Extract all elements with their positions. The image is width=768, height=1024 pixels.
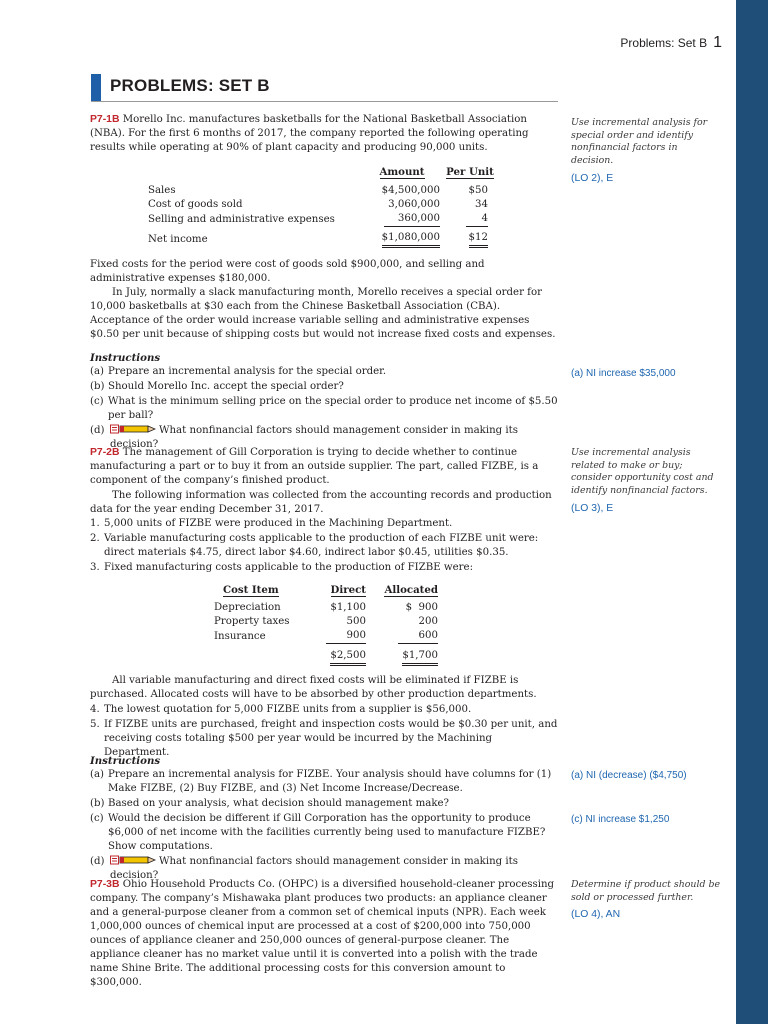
item-label: (d) [90, 425, 105, 436]
running-head-title: Problems: Set B [620, 36, 708, 50]
item-text: Variable manufacturing costs applicable to the production of each FIZBE unit were: direct materials $4.75, direct labor $4.60, indirect labor $0.45, utilities $0.35. [104, 533, 539, 558]
item-label: 3. [90, 562, 100, 573]
p71b-intro-text: Morello Inc. manufactures basketballs for the National Basketball Association (NBA). For the first 6 months of 2017, the company reported the following operating results while operating at 90% of plant capacity and producing 90,000 units. [90, 114, 529, 153]
item-label: 2. [90, 533, 100, 544]
item-label: (b) [90, 381, 105, 392]
item-text: If FIZBE units are purchased, freight and inspection costs would be $0.30 per unit, and receiving costs totaling $500 per year would be incurred by the Machining Department. [104, 719, 558, 758]
row-per-unit: $50 [468, 185, 488, 196]
item-label: (a) [90, 366, 105, 377]
row-allocated: $ 900 [405, 602, 438, 613]
p73b-margin-note: Determine if product should be sold or processed further. [571, 879, 720, 903]
row-item: Depreciation [214, 602, 281, 613]
section-divider [91, 101, 558, 102]
item-label: 1. [90, 518, 100, 529]
table-row-total [214, 649, 438, 666]
p73b-intro-text: Ohio Household Products Co. (OHPC) is a diversified household-cleaner processing company. The company’s Mishawaka plant produces two products: an appliance cleaner and a general-purpose cleaner from a common set of chemical inputs (NPR). Each week 1,000,000 ounces of chemical input are processed at a cost of $200,000 into 750,000 ounces of appliance cleaner and 250,000 ounces of general-purpose cleaner. The appliance cleaner has no market value until it is converted into a polish with the trade name Shine Brite. The additional processing costs for this conversion amount to $300,000. [90, 879, 555, 988]
p71b-col-per-unit: Per Unit [446, 166, 494, 178]
row-per-unit: 4 [466, 212, 488, 227]
table-row [148, 184, 500, 198]
row-amount: 3,060,000 [388, 199, 440, 210]
p71b-intro [90, 113, 558, 155]
item-label: (c) [90, 396, 104, 407]
p71b-para3: In July, normally a slack manufacturing month, Morello receives a special order for 10,000 basketballs at $30 each from the Chinese Basketball Association (CBA). Acceptance of the order would increase variable selling and administrative expenses $0.50 per unit because of shipping costs but would not increase fixed costs and expenses. [90, 287, 556, 340]
p72b-instructions-heading: Instructions [90, 755, 161, 767]
row-label: Net income [148, 233, 208, 245]
p72b-instruction-c [90, 812, 558, 854]
p71b-instruction-b [90, 380, 558, 394]
row-label: Selling and administrative expenses [148, 213, 335, 225]
p72b-margin-note: Use incremental analysis related to make or buy; consider opportunity cost and identify nonfinancial factors. [571, 447, 714, 496]
p72b-col-allocated: Allocated [384, 584, 438, 596]
p72b-item-4 [90, 703, 558, 717]
table-row [148, 198, 500, 212]
item-text: Prepare an incremental analysis for FIZBE. Your analysis should have columns for (1) Make FIZBE, (2) Buy FIZBE, and (3) Net Income Increase/Decrease. [108, 769, 552, 794]
section-marker [91, 74, 101, 101]
p72b-item-2 [90, 532, 558, 560]
item-text: The lowest quotation for 5,000 FIZBE units from a supplier is $56,000. [104, 704, 472, 715]
item-text: What nonfinancial factors should management consider in making its decision? [110, 856, 519, 881]
p72b-answer-a: (a) NI (decrease) ($4,750) [571, 770, 687, 781]
row-amount: 360,000 [384, 212, 440, 227]
row-item: Property taxes [214, 616, 290, 627]
p72b-col-cost-item: Cost Item [223, 584, 279, 596]
item-text: Prepare an incremental analysis for the special order. [108, 366, 387, 377]
p72b-learning-objective: (LO 3), E [571, 503, 614, 514]
p71b-answer-a: (a) NI increase $35,000 [571, 368, 676, 379]
item-text: What nonfinancial factors should management consider in making its decision? [110, 425, 519, 450]
item-text: Should Morello Inc. accept the special order? [108, 381, 344, 392]
item-text: What is the minimum selling price on the special order to produce net income of $5.50 per ball? [108, 396, 558, 421]
decision-pencil-icon [110, 855, 156, 865]
p72b-intro-text: The management of Gill Corporation is trying to decide whether to continue manufacturing a part or to buy it from an outside supplier. The part, called FIZBE, is a component of the company’s finished product. [90, 447, 539, 486]
row-per-unit: 34 [475, 199, 488, 210]
p72b-id: P7-2B [90, 447, 120, 458]
page-number: 1 [713, 34, 722, 51]
p73b-intro [90, 878, 558, 990]
row-allocated: 600 [398, 629, 438, 644]
item-text: Would the decision be different if Gill Corporation has the opportunity to produce $6,000 of net income with the facilities currently being used to manufacture FIZBE? Show computations. [108, 813, 546, 852]
p73b-learning-objective: (LO 4), AN [571, 909, 621, 920]
table-row [214, 629, 438, 644]
p71b-instruction-c [90, 395, 558, 423]
item-label: (c) [90, 813, 104, 824]
p72b-para3: All variable manufacturing and direct fixed costs will be eliminated if FIZBE is purchased. Allocated costs will have to be absorbed by other production departments. [90, 675, 537, 700]
p72b-answer-c: (c) NI increase $1,250 [571, 814, 670, 825]
p72b-item-5 [90, 718, 558, 760]
section-title: PROBLEMS: SET B [110, 76, 270, 95]
p71b-instruction-a [90, 365, 558, 379]
row-item: Insurance [214, 630, 266, 642]
p72b-col-direct: Direct [330, 584, 366, 596]
p72b-item-1 [90, 517, 558, 531]
p72b-para2: The following information was collected from the accounting records and production data for the year ending December 31, 2017. [90, 490, 552, 515]
p73b-id: P7-3B [90, 879, 120, 890]
item-label: (b) [90, 798, 105, 809]
row-label: Sales [148, 185, 176, 196]
p71b-id: P7-1B [90, 114, 120, 125]
p71b-margin-note: Use incremental analysis for special order and identify nonfinancial factors in decision. [571, 117, 708, 166]
row-allocated: 200 [418, 616, 438, 627]
p72b-instruction-a [90, 768, 558, 796]
table-row [214, 615, 438, 629]
p72b-fixed-cost-table [214, 583, 438, 666]
table-row [214, 601, 438, 615]
row-label: Cost of goods sold [148, 199, 243, 210]
p72b-item-3 [90, 561, 558, 575]
p72b-intro [90, 446, 558, 488]
item-label: (d) [90, 856, 105, 867]
row-amount: $4,500,000 [381, 185, 440, 196]
table-row [148, 212, 500, 227]
row-direct: $1,100 [330, 602, 366, 613]
row-direct: 500 [346, 616, 366, 627]
total-direct: $2,500 [330, 649, 366, 666]
table-row-total [148, 231, 500, 248]
running-head [560, 34, 722, 52]
item-label: (a) [90, 769, 105, 780]
decision-pencil-icon [110, 424, 156, 434]
item-text: 5,000 units of FIZBE were produced in the Machining Department. [104, 518, 453, 529]
item-text: Fixed manufacturing costs applicable to the production of FIZBE were: [104, 562, 473, 573]
item-label: 5. [90, 719, 100, 730]
p71b-col-amount: Amount [379, 166, 425, 178]
p71b-instructions-heading: Instructions [90, 352, 161, 364]
row-per-unit: $12 [469, 231, 488, 248]
item-text: Based on your analysis, what decision should management make? [108, 798, 450, 809]
p71b-para2: Fixed costs for the period were cost of goods sold $900,000, and selling and administrative expenses $180,000. [90, 259, 485, 284]
row-amount: $1,080,000 [382, 231, 440, 248]
p71b-results-table [148, 165, 500, 248]
page-edge-band [736, 0, 768, 1024]
total-allocated: $1,700 [402, 649, 438, 666]
p71b-learning-objective: (LO 2), E [571, 173, 614, 184]
row-direct: 900 [326, 629, 366, 644]
p72b-instruction-b [90, 797, 558, 811]
item-label: 4. [90, 704, 100, 715]
